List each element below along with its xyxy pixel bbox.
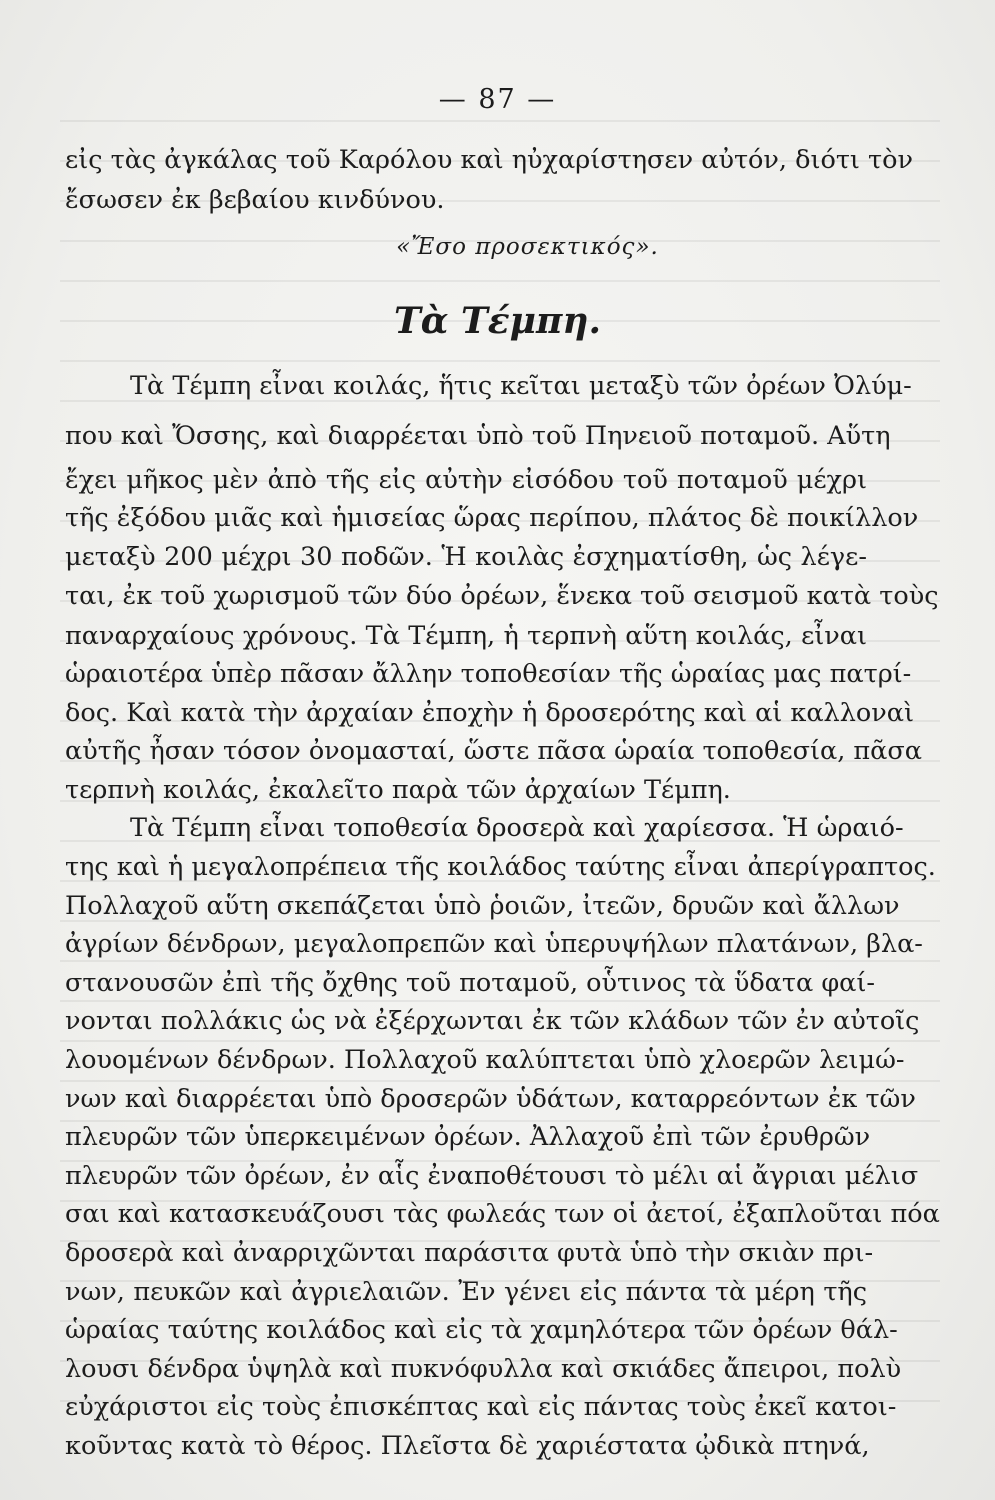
text-line: νων, πευκῶν καὶ ἀγριελαιῶν. Ἐν γένει εἰς πάντα τὰ μέρη τῆς: [65, 1277, 867, 1307]
text-line: ἔχει μῆκος μὲν ἀπὸ τῆς εἰς αὐτὴν εἰσόδου τοῦ ποταμοῦ μέχρι: [65, 465, 867, 495]
text-line: δροσερὰ καὶ ἀναρριχῶνται παράσιτα φυτὰ ὑπὸ τὴν σκιὰν πρι-: [65, 1238, 874, 1268]
text-line: Πολλαχοῦ αὕτη σκεπάζεται ὑπὸ ῥοιῶν, ἰτεῶν, δρυῶν καὶ ἄλλων: [65, 891, 900, 921]
text-line: παναρχαίους χρόνους. Τὰ Τέμπη, ἡ τερπνὴ αὕτη κοιλάς, εἶναι: [65, 621, 867, 651]
text-line: που καὶ Ὄσσης, καὶ διαρρέεται ὑπὸ τοῦ Πηνειοῦ ποταμοῦ. Αὕτη: [65, 421, 891, 451]
text-line: Τὰ Τέμπη εἶναι τοποθεσία δροσερὰ καὶ χαρίεσσα. Ἡ ὡραιό-: [130, 813, 904, 843]
text-line: πλευρῶν τῶν ὑπερκειμένων ὀρέων. Ἀλλαχοῦ ἐπὶ τῶν ἐρυθρῶν: [65, 1122, 871, 1152]
text-line: σαι καὶ κατασκευάζουσι τὰς φωλεάς των οἱ ἀετοί, ἐξαπλοῦται πόα: [65, 1199, 940, 1229]
text-line: στανουσῶν ἐπὶ τῆς ὄχθης τοῦ ποταμοῦ, οὗτινος τὰ ὕδατα φαί-: [65, 968, 876, 998]
text-line: ἀγρίων δένδρων, μεγαλοπρεπῶν καὶ ὑπερυψήλων πλατάνων, βλα-: [65, 929, 923, 959]
text-line: κοῦντας κατὰ τὸ θέρος. Πλεῖστα δὲ χαριέστατα ᾠδικὰ πτηνά,: [65, 1431, 870, 1461]
text-line: ὡραίας ταύτης κοιλάδος καὶ εἰς τὰ χαμηλότερα τῶν ὀρέων θάλ-: [65, 1315, 898, 1345]
closing-signature: «Ἔσο προσεκτικός».: [396, 234, 659, 260]
text-line: εὐχάριστοι εἰς τοὺς ἐπισκέπτας καὶ εἰς πάντας τοὺς ἐκεῖ κατοι-: [65, 1392, 897, 1422]
text-line: λουομένων δένδρων. Πολλαχοῦ καλύπτεται ὑπὸ χλοερῶν λειμώ-: [65, 1045, 905, 1075]
text-line: μεταξὺ 200 μέχρι 30 ποδῶν. Ἡ κοιλὰς ἐσχηματίσθη, ὡς λέγε-: [65, 542, 867, 572]
text-line: Τὰ Τέμπη εἶναι κοιλάς, ἥτις κεῖται μεταξὺ τῶν ὀρέων Ὀλύμ-: [130, 371, 912, 401]
text-line: πλευρῶν τῶν ὀρέων, ἐν αἷς ἐναποθέτουσι τὸ μέλι αἱ ἄγριαι μέλισ: [65, 1161, 919, 1191]
page-number: — 87 —: [438, 84, 557, 115]
text-line: εἰς τὰς ἀγκάλας τοῦ Καρόλου καὶ ηὐχαρίστησεν αὐτόν, διότι τὸν: [65, 145, 913, 175]
text-line: ται, ἐκ τοῦ χωρισμοῦ τῶν δύο ὀρέων, ἕνεκα τοῦ σεισμοῦ κατὰ τοὺς: [65, 581, 939, 611]
text-line: ἔσωσεν ἐκ βεβαίου κινδύνου.: [65, 185, 445, 215]
text-line: τερπνὴ κοιλάς, ἐκαλεῖτο παρὰ τῶν ἀρχαίων Τέμπη.: [65, 775, 731, 805]
text-line: ὡραιοτέρα ὑπὲρ πᾶσαν ἄλλην τοποθεσίαν τῆς ὡραίας μας πατρί-: [65, 659, 912, 689]
text-line: τῆς ἐξόδου μιᾶς καὶ ἡμισείας ὥρας περίπου, πλάτος δὲ ποικίλλον: [65, 503, 919, 533]
text-line: λουσι δένδρα ὑψηλὰ καὶ πυκνόφυλλα καὶ σκιάδες ἄπειροι, πολὺ: [65, 1354, 902, 1384]
text-line: νονται πολλάκις ὡς νὰ ἐξέρχωνται ἐκ τῶν κλάδων τῶν ἐν αὐτοῖς: [65, 1006, 920, 1036]
section-title: Τὰ Τέμπη.: [393, 300, 602, 342]
text-line: της καὶ ἡ μεγαλοπρέπεια τῆς κοιλάδος ταύτης εἶναι ἀπερίγραπτος.: [65, 852, 936, 882]
text-line: νων καὶ διαρρέεται ὑπὸ δροσερῶν ὑδάτων, καταρρεόντων ἐκ τῶν: [65, 1084, 916, 1114]
text-line: αὐτῆς ἦσαν τόσον ὀνομασταί, ὥστε πᾶσα ὡραία τοποθεσία, πᾶσα: [65, 736, 923, 766]
text-line: δος. Καὶ κατὰ τὴν ἀρχαίαν ἐποχὴν ἡ δροσερότης καὶ αἱ καλλοναὶ: [65, 698, 914, 728]
